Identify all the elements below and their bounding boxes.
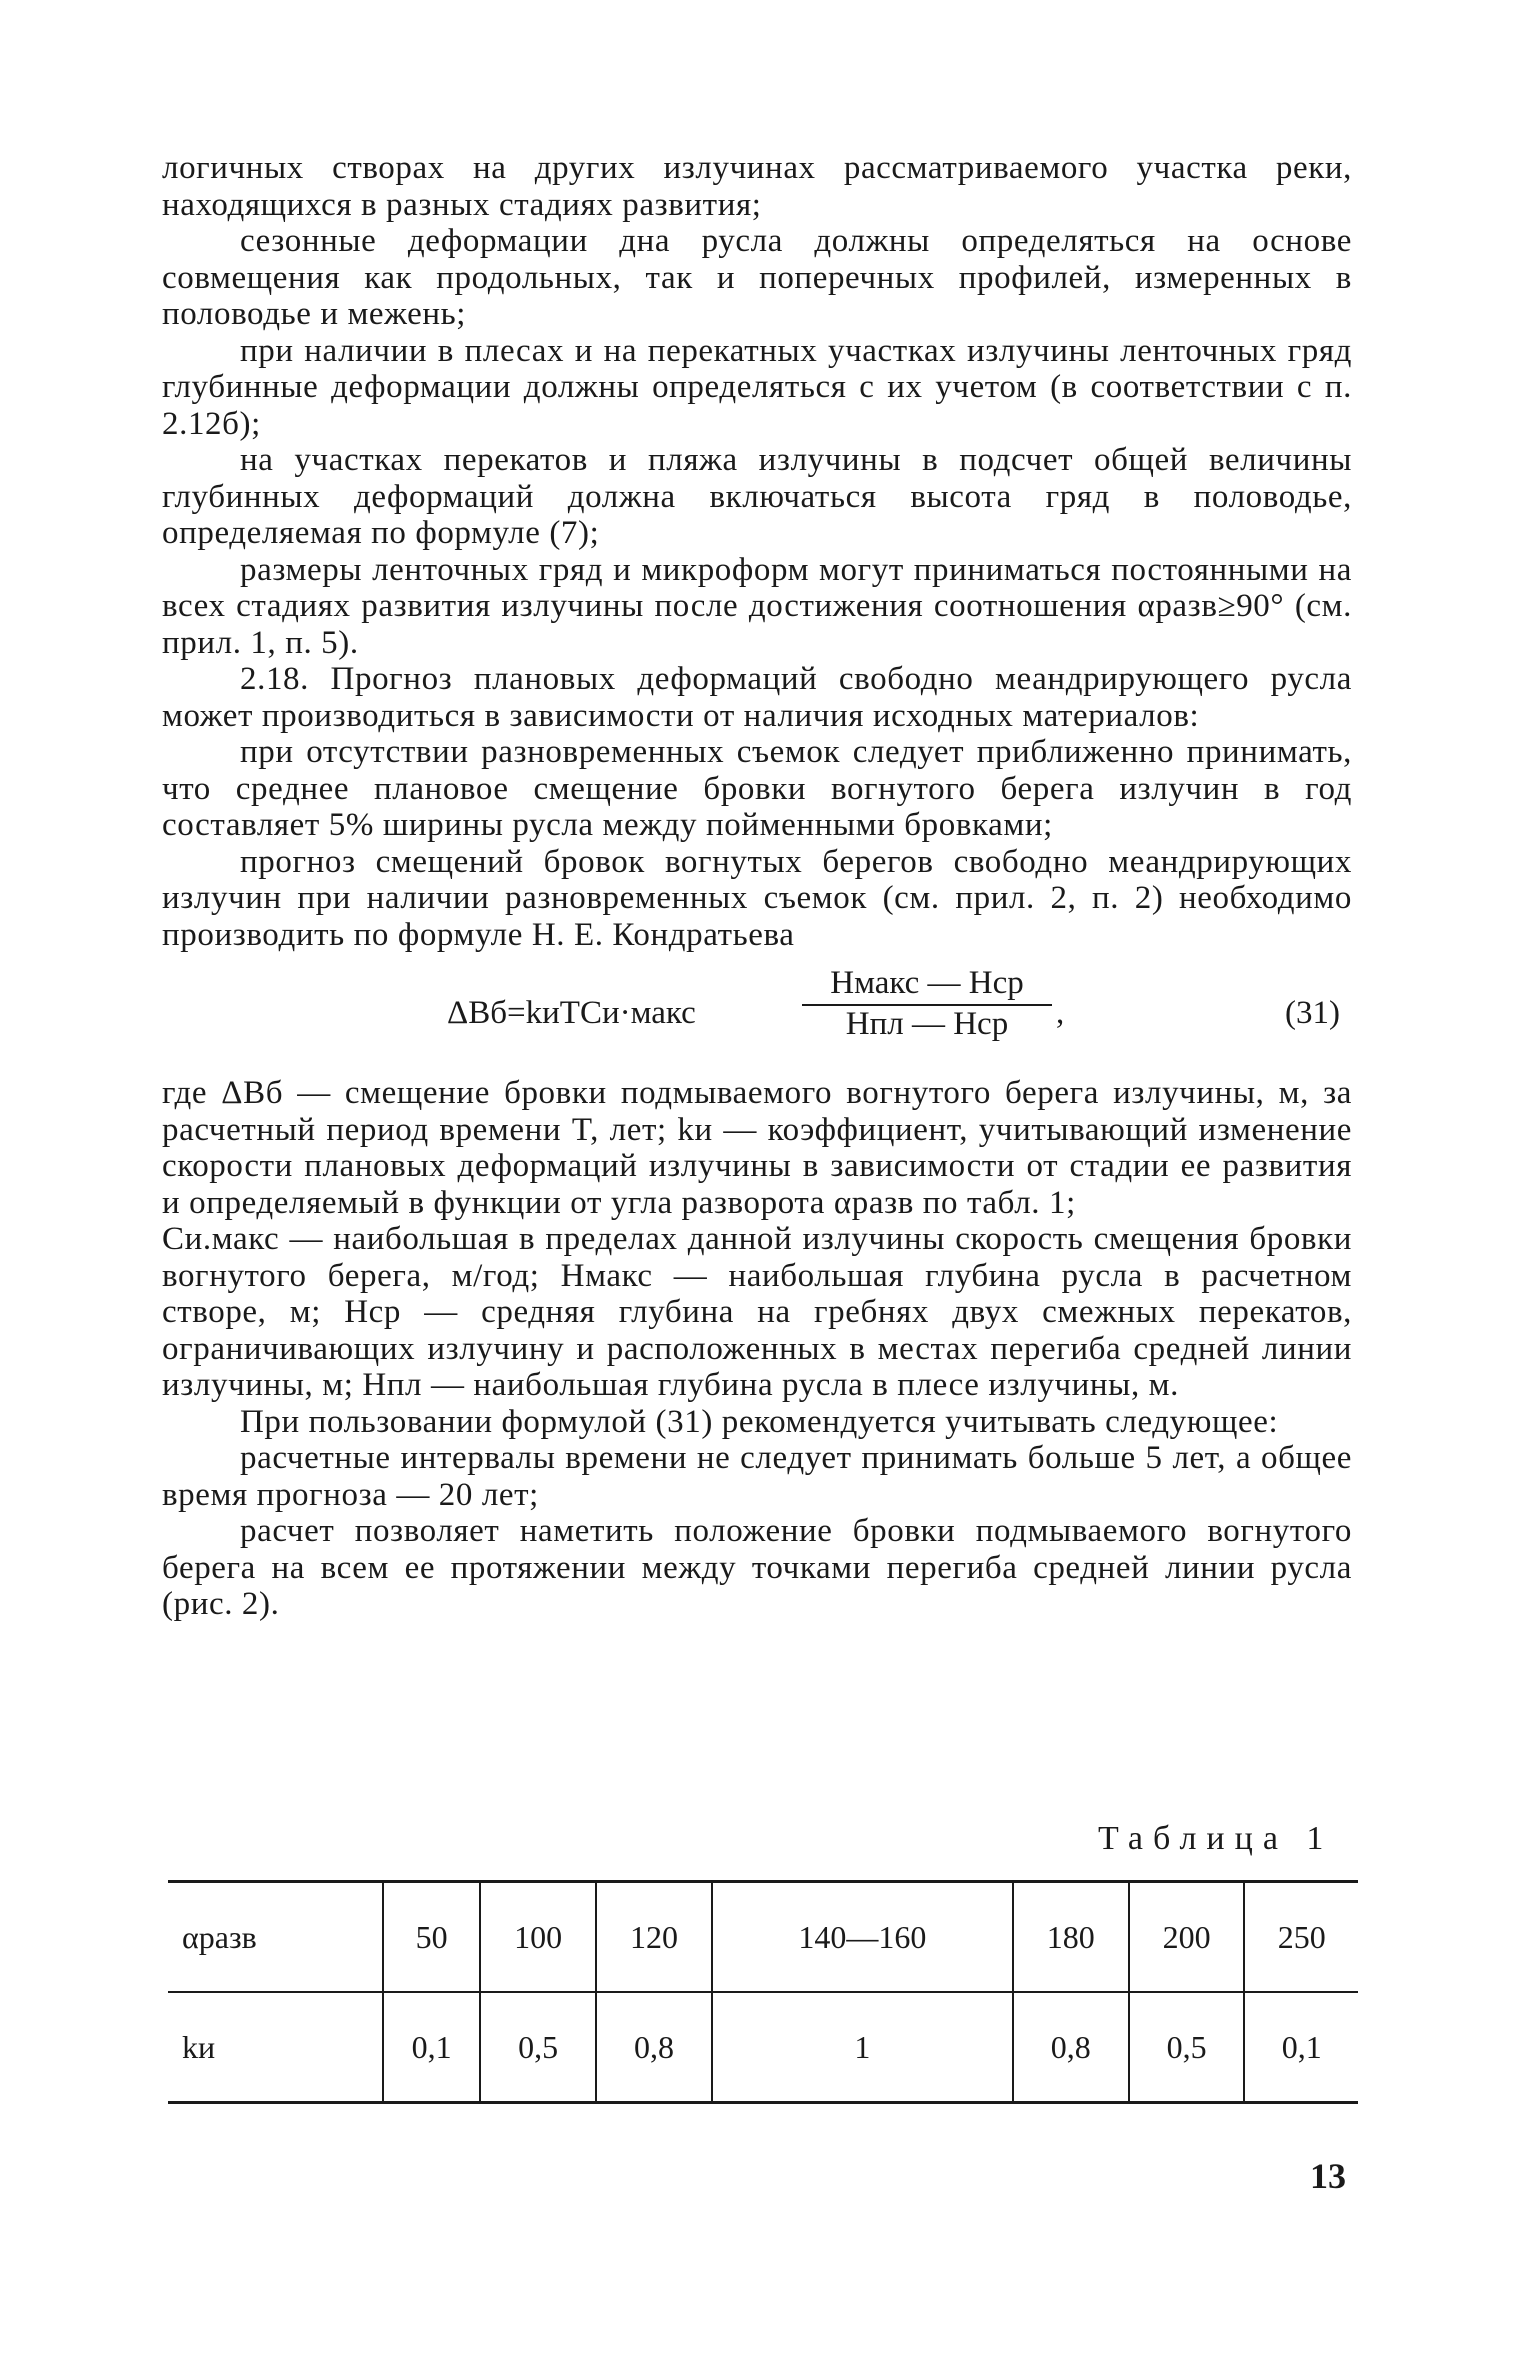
- formula-number: (31): [1285, 995, 1340, 1031]
- table-row: [168, 1992, 1358, 2103]
- formula-fraction: [802, 965, 1052, 1043]
- paragraph: размеры ленточных гряд и микроформ могут приниматься постоянными на всех стадиях развития излучины после достижения соотношения αразв≥90° (см. прил. 1, п. 5).: [162, 551, 1352, 661]
- paragraph: расчет позволяет наметить положение бровки подмываемого вогнутого берега на всем ее протяжении между точками перегиба средней линии русла (рис. 2).: [162, 1513, 1352, 1622]
- row-label-alpha: αразв: [168, 1882, 383, 1993]
- table-title: Таблица 1: [1098, 1820, 1334, 1857]
- paragraph: на участках перекатов и пляжа излучины в подсчет общей величины глубинных деформаций должна включаться высота гряд в половодье, определяемая по формуле (7);: [162, 442, 1352, 551]
- formula-31: [162, 965, 1352, 1061]
- table-row: [168, 1882, 1358, 1993]
- paragraph: расчетные интервалы времени не следует принимать больше 5 лет, а общее время прогноза — 20 лет;: [162, 1440, 1352, 1513]
- page-number: 13: [1310, 2156, 1346, 2196]
- table-cell: 0,1: [383, 1992, 480, 2103]
- paragraph: При пользовании формулой (31) рекомендуется учитывать следующее:: [240, 1403, 1279, 1440]
- table-cell: 0,1: [1244, 1992, 1358, 2103]
- paragraph-where: где ΔBб — смещение бровки подмываемого вогнутого берега излучины, м, за расчетный период времени T, лет; kи — коэффициент, учитывающий изменение скорости плановых деформаций излучины в зависимости от стадии ее развития и определяемый в функции от угла разворота αразв по табл. 1;: [162, 1075, 1352, 1221]
- page-body: [162, 150, 1352, 1623]
- table-cell: 0,5: [480, 1992, 596, 2103]
- table-cell: 200: [1129, 1882, 1245, 1993]
- formula-lhs: ΔBб=kиTCи·макс: [447, 995, 696, 1031]
- table-cell: 120: [596, 1882, 712, 1993]
- table-cell: 0,5: [1129, 1992, 1245, 2103]
- table-cell: 1: [712, 1992, 1013, 2103]
- table-cell: 0,8: [1013, 1992, 1129, 2103]
- paragraph: сезонные деформации дна русла должны определяться на основе совмещения как продольных, так и поперечных профилей, измеренных в половодье и межень;: [162, 223, 1352, 332]
- row-label-k: kи: [182, 2028, 216, 2065]
- paragraph: логичных створах на других излучинах рассматриваемого участка реки, находящихся в разных стадиях развития;: [162, 150, 1352, 223]
- paragraph: при отсутствии разновременных съемок следует приближенно принимать, что среднее плановое смещение бровки вогнутого берега излучин в год составляет 5% ширины русла между пойменными бровками;: [162, 734, 1352, 843]
- paragraph: Cи.макс — наибольшая в пределах данной излучины скорость смещения бровки вогнутого берега, м/год; Hмакс — наибольшая глубина русла в расчетном створе, м; Hср — средняя глубина на гребнях двух смежных перекатов, ограничивающих излучину и расположенных в местах перегиба средней линии излучины, м; Hпл — наибольшая глубина русла в плесе излучины, м.: [162, 1221, 1352, 1403]
- formula-numerator: Hмакс — Hср: [830, 965, 1024, 1001]
- table-cell: 180: [1013, 1882, 1129, 1993]
- table-1: [168, 1880, 1358, 2104]
- formula-denominator: Hпл — Hср: [845, 1006, 1009, 1042]
- table-cell: 0,8: [596, 1992, 712, 2103]
- table-cell: 140—160: [712, 1882, 1013, 1993]
- paragraph-section-2-18: 2.18. Прогноз плановых деформаций свободно меандрирующего русла может производиться в зависимости от наличия исходных материалов:: [162, 661, 1352, 734]
- paragraph: прогноз смещений бровок вогнутых берегов свободно меандрирующих излучин при наличии разновременных съемок (см. прил. 2, п. 2) необходимо производить по формуле Н. Е. Кондратьева: [162, 843, 1352, 953]
- paragraph: при наличии в плесах и на перекатных участках излучины ленточных гряд глубинные деформации должны определяться с их учетом (в соответствии с п. 2.12б);: [162, 332, 1352, 442]
- table-cell: 50: [383, 1882, 480, 1993]
- table-cell: 250: [1244, 1882, 1358, 1993]
- table-cell: 100: [480, 1882, 596, 1993]
- formula-comma: ,: [1056, 995, 1065, 1031]
